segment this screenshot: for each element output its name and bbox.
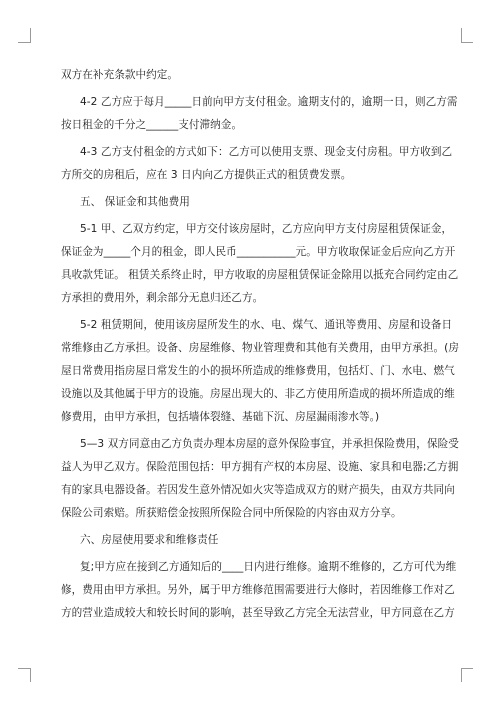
section-heading: 六、房屋使用要求和维修责任 <box>80 534 219 546</box>
section-heading: 五、 保证金和其他费用 <box>80 196 190 208</box>
text-line: 有的家具电器设备。若因发生意外情况如火灾等造成双方的财产损失，由双方共同向 <box>61 484 455 496</box>
text-line: 方所交的房租后，应在 3 日内向乙方提供正式的租赁费发票。 <box>61 169 352 181</box>
text-line: 保证金为_____个月的租金，即人民币___________元。甲方收取保证金后应向乙方开 <box>61 246 456 258</box>
text-line: 双方在补充条款中约定。 <box>61 69 179 81</box>
text-line: 设施以及其他属于甲方的设施。房屋出现大的、非乙方使用所造成的损坏所造成的维 <box>61 388 455 400</box>
text-line: 具收款凭证。 租赁关系终止时，甲方收取的房屋租赁保证金除用以抵充合同约定由乙 <box>61 269 459 281</box>
crop-mark-top-right <box>461 28 462 42</box>
crop-mark-top-left <box>30 28 31 43</box>
text-line: 复;甲方应在接到乙方通知后的____日内进行维修。逾期不维修的，乙方可代为维 <box>80 561 457 573</box>
text-line: 5—3 双方同意由乙方负责办理本房屋的意外保险事宜，并承担保险费用，保险受 <box>80 438 459 450</box>
text-line: 常维修由乙方承担。设备、房屋维修、物业管理费和其他有关费用，由甲方承担。(房 <box>61 342 459 354</box>
text-line: 5-2 租赁期间，使用该房屋所发生的水、电、煤气、通讯等费用、房屋和设备日 <box>80 319 453 331</box>
text-line: 4-3 乙方支付租金的方式如下：乙方可以使用支票、现金支付房租。甲方收到乙 <box>80 146 453 158</box>
text-line: 修费用，由甲方承担，包括墙体裂缝、基础下沉、房屋漏雨渗水等。) <box>61 411 380 423</box>
text-line: 保险公司索赔。所获赔偿金按照所保险合同中所保险的内容由双方分享。 <box>61 507 402 519</box>
text-line: 方的营业造成较大和较长时间的影响，甚至导致乙方完全无法营业，甲方同意在乙方 <box>61 607 455 619</box>
text-line: 益人为甲乙双方。保险范围包括：甲方拥有产权的本房屋、设施、家具和电器;乙方拥 <box>61 461 459 473</box>
crop-mark-top-left-h <box>18 42 30 43</box>
text-line: 修，费用由甲方承担。另外，属于甲方维修范围需要进行大修时，若因维修工作对乙 <box>61 584 455 596</box>
crop-mark-bottom-left <box>30 668 31 682</box>
text-line: 方承担的费用外，剩余部分无息归还乙方。 <box>61 292 264 304</box>
text-line: 5-1 甲、乙双方约定，甲方交付该房屋时，乙方应向甲方支付房屋租赁保证金， <box>80 223 453 235</box>
crop-mark-bottom-right-h <box>461 668 473 669</box>
crop-mark-bottom-left-h <box>18 668 30 669</box>
text-line: 按日租金的千分之______支付滞纳金。 <box>61 119 243 131</box>
crop-mark-top-right-h <box>461 42 473 43</box>
crop-mark-bottom-right <box>461 668 462 682</box>
text-line: 屋日常费用指房屋日常发生的小的损坏所造成的维修费用，包括灯、门、水电、燃气 <box>61 365 455 377</box>
text-line: 4-2 乙方应于每月_____日前向甲方支付租金。逾期支付的，逾期一日，则乙方需 <box>80 96 458 108</box>
